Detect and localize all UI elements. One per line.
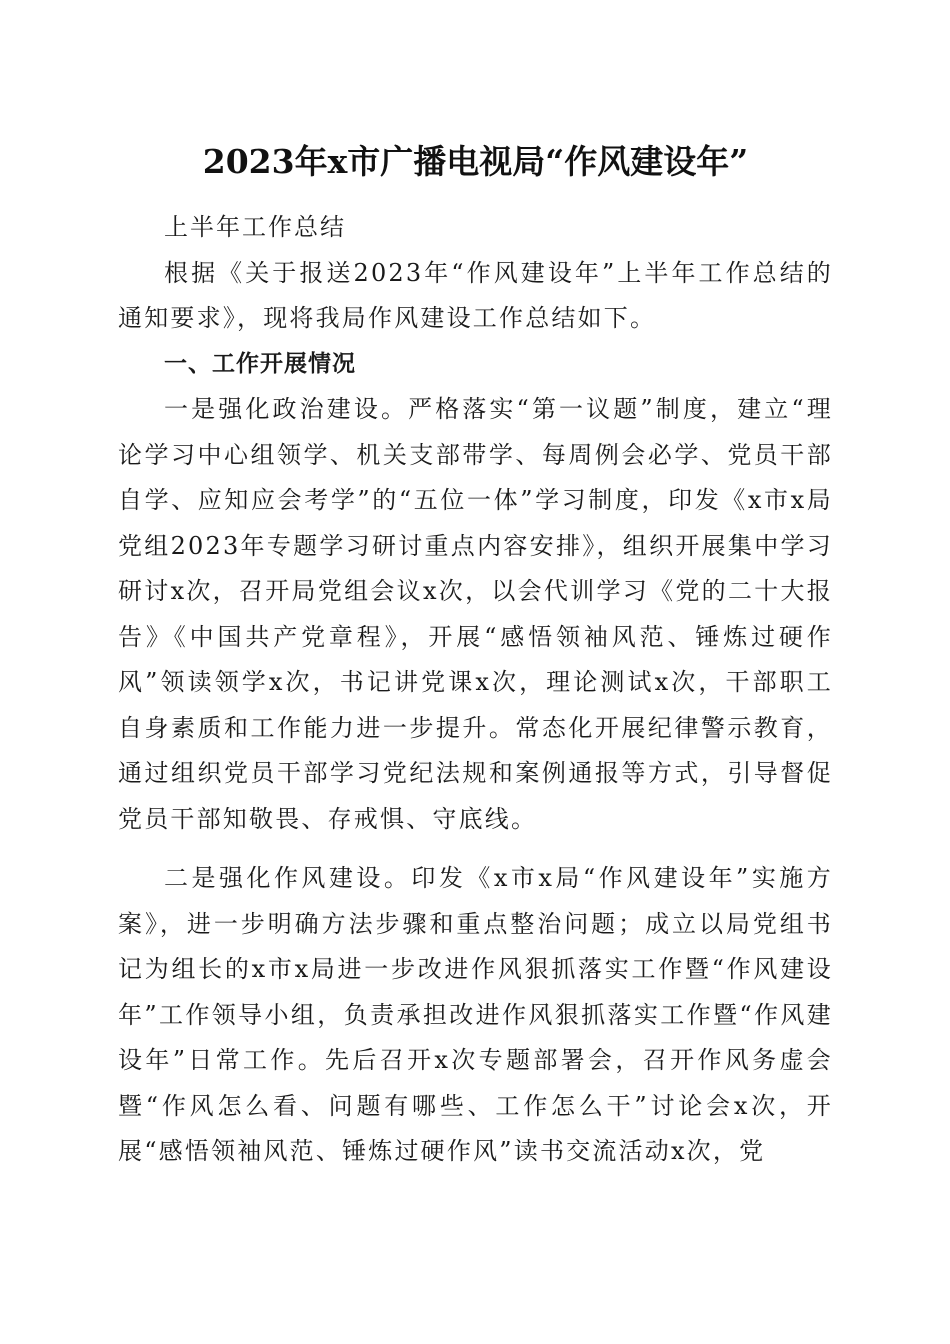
document-body: [118, 205, 833, 1175]
intro-paragraph: 根据《关于报送2023年“作风建设年”上半年工作总结的通知要求》，现将我局作风建设工作总结如下。: [118, 258, 833, 332]
paragraph-body: 严格落实“第一议题”制度，建立“理论学习中心组领学、机关支部带学、每周例会必学、党员干部自学、应知应会考学”的“五位一体”学习制度，印发《x市x局党组2023年专题学习研讨重点内容安排》，组织开展集中学习研讨x次，召开局党组会议x次，以会代训学习《党的二十大报告》《中国共产党章程》，开展“感悟领袖风范、锤炼过硬作风”领读领学x次，书记讲党课x次，理论测试x次，干部职工自身素质和工作能力进一步提升。常态化开展纪律警示教育，通过组织党员干部学习党纪法规和案例通报等方式，引导督促党员干部知敬畏、存戒惧、守底线。: [118, 395, 833, 833]
paragraph-lead: 一是强化政治建设。: [164, 395, 409, 423]
paragraph-gap: [118, 842, 833, 856]
document-title: 2023年x市广播电视局“作风建设年”: [202, 142, 749, 181]
paragraph-lead: 二是强化作风建设。: [164, 864, 412, 892]
paragraph-body: 印发《x市x局“作风建设年”实施方案》，进一步明确方法步骤和重点整治问题；成立以局党组书记为组长的x市x局进一步改进作风狠抓落实工作暨“作风建设年”工作领导小组，负责承担改进作风狠抓落实工作暨“作风建设年”日常工作。先后召开x次专题部署会，召开作风务虚会暨“作风怎么看、问题有哪些、工作怎么干”讨论会x次，开展“感悟领袖风范、锤炼过硬作风”读书交流活动x次，党: [118, 864, 833, 1165]
paragraph-political-building: [118, 387, 833, 842]
document-subtitle: 上半年工作总结: [164, 213, 346, 241]
section-heading-1: 一、工作开展情况: [164, 350, 356, 377]
paragraph-style-building: [118, 856, 833, 1175]
